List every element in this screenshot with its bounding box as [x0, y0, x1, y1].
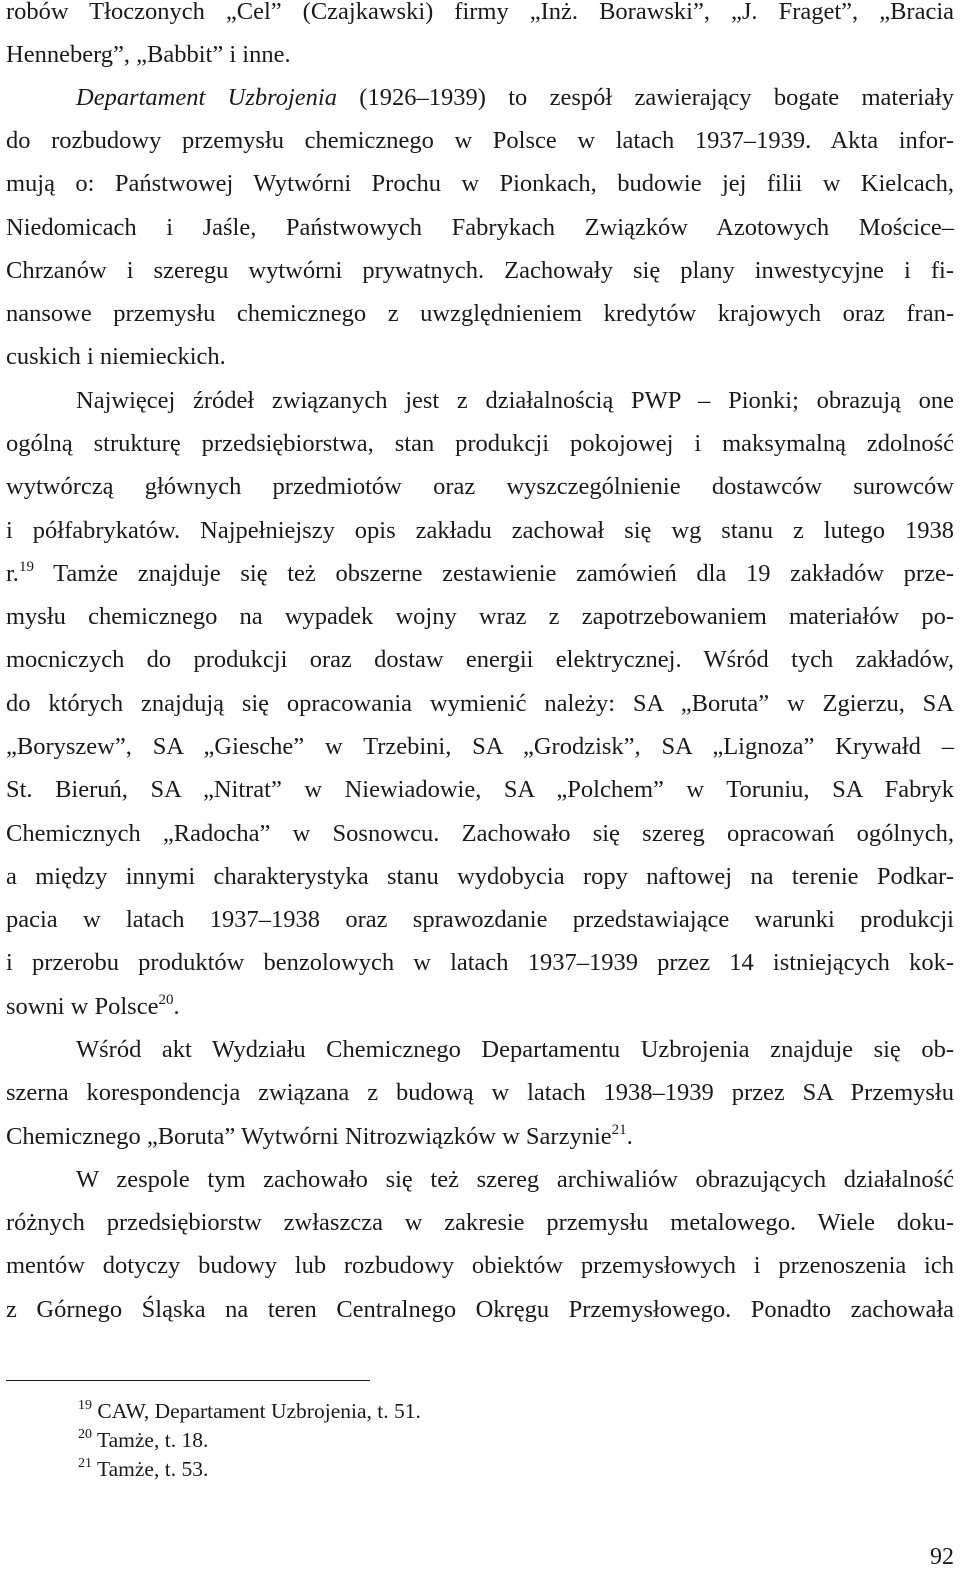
footnote — [78, 1427, 208, 1453]
text-span: Tamże znajduje się też obszerne zestawienie zamówień dla 19 zakładów prze- — [33, 560, 954, 587]
text-line: wytwórczą głównych przedmiotów oraz wyszczególnienie dostawców surowców — [6, 473, 954, 500]
text-span: sowni w Polsce — [6, 993, 159, 1020]
text-line: Niedomicach i Jaśle, Państwowych Fabrykach Związków Azotowych Mościce– — [6, 214, 954, 241]
text-span: . — [173, 993, 180, 1020]
text-line: Najwięcej źródeł związanych jest z działalnością PWP – Pionki; obrazują one — [76, 387, 954, 414]
text-span: (1926–1939) to zespół zawierający bogate materiały — [336, 84, 954, 111]
text-line: mocniczych do produkcji oraz dostaw energii elektrycznej. Wśród tych zakładów, — [6, 646, 954, 673]
footnote-ref: 21 — [611, 1122, 627, 1138]
footnote — [78, 1456, 208, 1482]
text-line: do rozbudowy przemysłu chemicznego w Polsce w latach 1937–1939. Akta infor- — [6, 127, 954, 154]
text-line: Chrzanów i szeregu wytwórni prywatnych. Zachowały się plany inwestycyjne i fi- — [6, 257, 954, 284]
text-line: a między innymi charakterystyka stanu wydobycia ropy naftowej na terenie Podkar- — [6, 863, 954, 890]
text-line: St. Bieruń, SA „Nitrat” w Niewiadowie, SA „Polchem” w Toruniu, SA Fabryk — [6, 776, 954, 803]
text-line: mentów dotyczy budowy lub rozbudowy obiektów przemysłowych i przenoszenia ich — [6, 1252, 954, 1279]
text-line: z Górnego Śląska na teren Centralnego Okręgu Przemysłowego. Ponadto zachowała — [6, 1296, 954, 1323]
footnote-ref: 19 — [18, 559, 34, 575]
page-number: 92 — [930, 1544, 954, 1570]
footnote-separator — [6, 1380, 370, 1381]
text-line: cuskich i niemieckich. — [6, 343, 226, 370]
text-line — [6, 559, 954, 589]
text-line: Wśród akt Wydziału Chemicznego Departamentu Uzbrojenia znajduje się ob- — [76, 1036, 954, 1063]
text-line: W zespole tym zachowało się też szereg archiwaliów obrazujących działalność — [76, 1166, 954, 1193]
footnote-number: 19 — [78, 1398, 92, 1413]
text-span: r. — [6, 560, 19, 587]
text-line: do których znajdują się opracowania wymienić należy: SA „Boruta” w Zgierzu, SA — [6, 690, 954, 717]
text-line: robów Tłoczonych „Cel” (Czajkawski) firmy „Inż. Borawski”, „J. Fraget”, „Bracia — [6, 0, 954, 25]
text-line — [76, 83, 954, 113]
text-line: ogólną strukturę przedsiębiorstwa, stan produkcji pokojowej i maksymalną zdolność — [6, 430, 954, 457]
footnote-text: Tamże, t. 18. — [92, 1428, 209, 1452]
footnote-number: 21 — [78, 1456, 92, 1471]
text-line: mysłu chemicznego na wypadek wojny wraz z zapotrzebowaniem materiałów po- — [6, 603, 954, 630]
text-line: Henneberg”, „Babbit” i inne. — [6, 41, 291, 68]
fonds-title: Departament Uzbrojenia — [76, 84, 337, 111]
text-line: i przerobu produktów benzolowych w latach 1937–1939 przez 14 istniejących kok- — [6, 949, 954, 976]
text-span: . — [626, 1123, 633, 1150]
text-line: i półfabrykatów. Najpełniejszy opis zakładu zachował się wg stanu z lutego 1938 — [6, 517, 954, 544]
footnote-ref: 20 — [158, 992, 174, 1008]
text-line: mują o: Państwowej Wytwórni Prochu w Pionkach, budowie jej filii w Kielcach, — [6, 170, 954, 197]
text-line: różnych przedsiębiorstw zwłaszcza w zakresie przemysłu metalowego. Wiele doku- — [6, 1209, 954, 1236]
footnote-text: CAW, Departament Uzbrojenia, t. 51. — [92, 1399, 421, 1423]
text-line: „Boryszew”, SA „Giesche” w Trzebini, SA „Grodzisk”, SA „Lignoza” Krywałd – — [6, 733, 954, 760]
footnote — [78, 1398, 421, 1424]
text-line: pacia w latach 1937–1938 oraz sprawozdanie przedstawiające warunki produkcji — [6, 906, 954, 933]
text-line: nansowe przemysłu chemicznego z uwzględnieniem kredytów krajowych oraz fran- — [6, 300, 954, 327]
text-line: szerna korespondencja związana z budową w latach 1938–1939 przez SA Przemysłu — [6, 1079, 954, 1106]
text-span: Chemicznego „Boruta” Wytwórni Nitrozwiązków w Sarzynie — [6, 1123, 612, 1150]
text-line — [6, 992, 180, 1022]
footnote-text: Tamże, t. 53. — [92, 1457, 209, 1481]
text-line — [6, 1122, 633, 1152]
footnote-number: 20 — [78, 1427, 92, 1442]
text-line: Chemicznych „Radocha” w Sosnowcu. Zachowało się szereg opracowań ogólnych, — [6, 820, 954, 847]
